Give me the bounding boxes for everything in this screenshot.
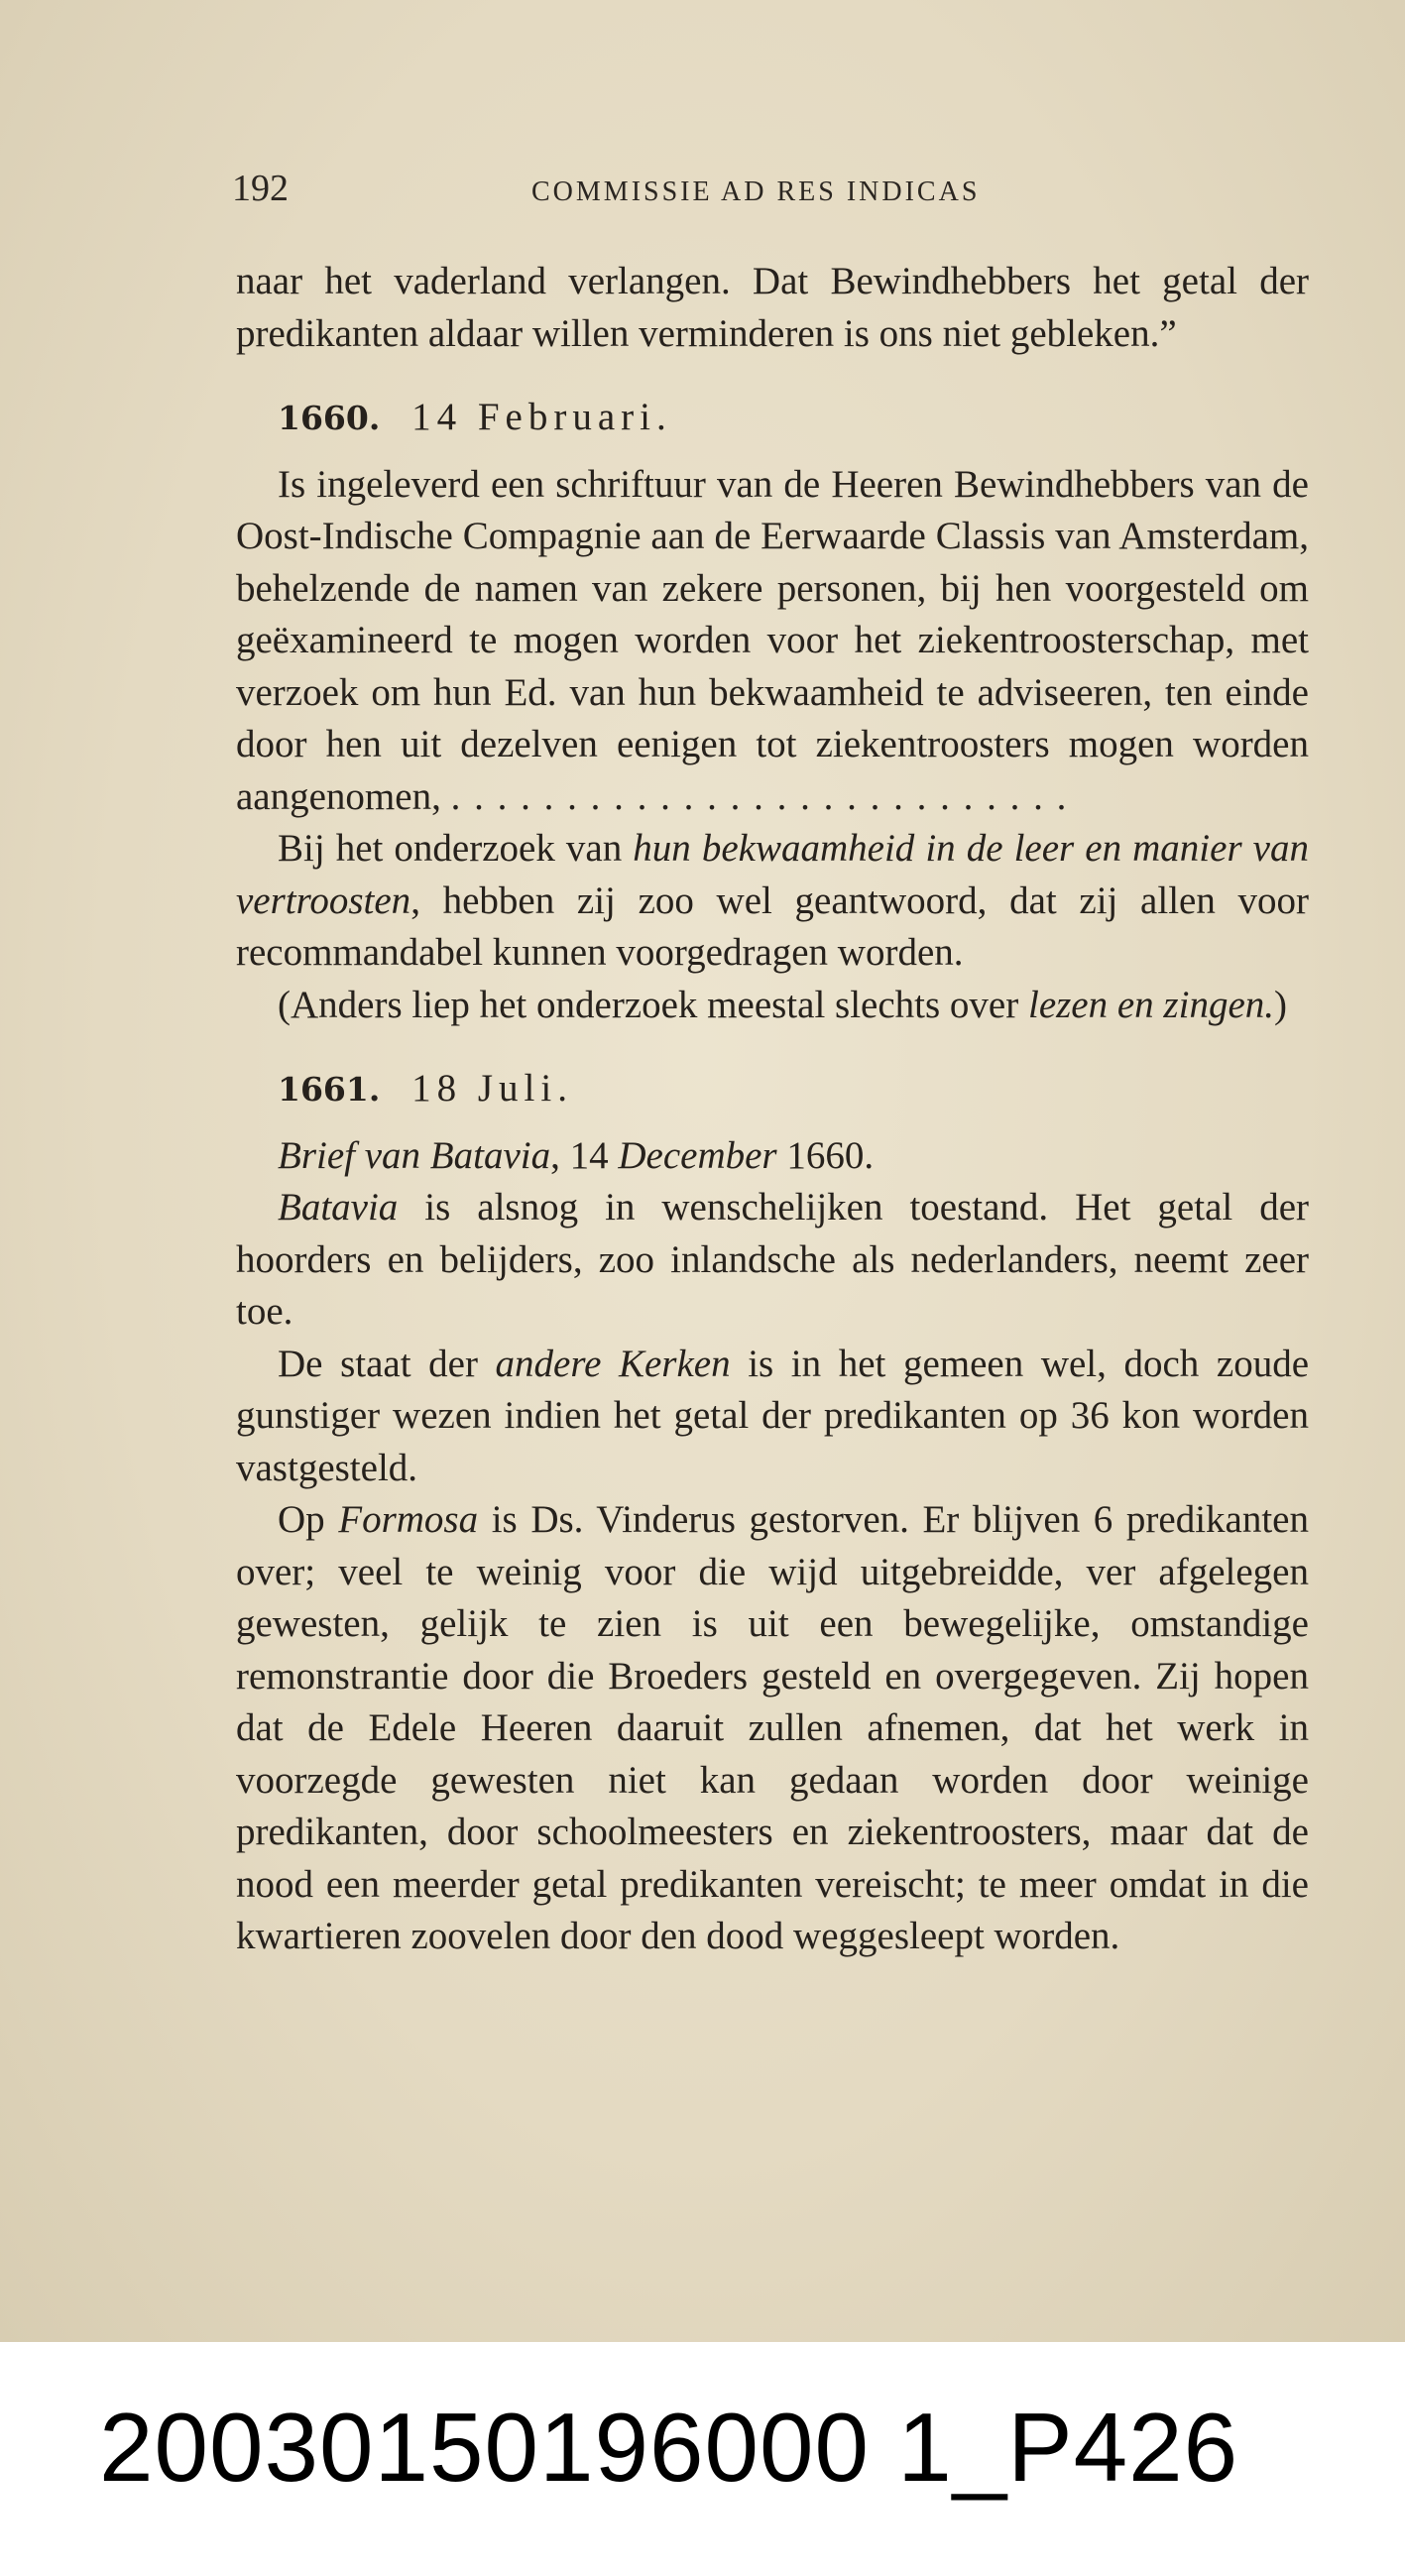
paragraph-text: De staat der (278, 1342, 496, 1385)
entry-heading-1661 (236, 1063, 1309, 1116)
paragraph-1661-1 (236, 1182, 1309, 1339)
entry-heading-1660 (236, 392, 1309, 445)
body-text (236, 256, 1309, 1963)
italic-phrase: December (618, 1133, 777, 1177)
entry-date: 18 Juli. (411, 1067, 573, 1110)
intro-paragraph: naar het vaderland verlangen. Dat Bewindhebbers het getal der predikanten aldaar willen verminderen is ons niet gebleken.” (236, 260, 1309, 355)
italic-phrase: andere Kerken (495, 1342, 731, 1385)
running-head (224, 159, 1325, 218)
paragraph-1660-3 (236, 980, 1309, 1032)
paragraph-text: Op (278, 1498, 339, 1541)
paragraph-text: is Ds. Vinderus gestorven. Er blijven 6 predikanten over; veel te weinig voor die wijd uitgebreidde, ver afgelegen gewesten, gelijk te zien is uit een bewegelijke, omstandige remonstrantie door die Broeders gesteld en overgegeven. Zij hopen dat de Edele Heeren daaruit zullen afnemen, dat het werk in voorzegde gewesten niet kan gedaan worden door weinige predikanten, door schoolmeesters en ziekentroosters, maar dat de nood een meerder getal predikanten vereischt; te meer omdat in die kwartieren zoovelen door den dood weggesleept worden. (236, 1498, 1309, 1957)
italic-phrase: Formosa (338, 1498, 479, 1541)
italic-phrase: lezen en zingen. (1027, 983, 1274, 1026)
paragraph-text: is in het gemeen wel, doch zoude gunstiger wezen indien het getal der predikanten op 36 kon worden vastgesteld. (236, 1342, 1310, 1489)
paragraph-1661-3 (236, 1494, 1309, 1963)
entry-date: 14 Februari. (411, 396, 672, 438)
page-number: 192 (232, 168, 289, 209)
entry-year: 1661. (278, 1070, 381, 1109)
running-title: COMMISSIE AD RES INDICAS (531, 176, 981, 207)
paragraph-1660-2 (236, 823, 1309, 980)
paragraph-text: (Anders liep het onderzoek meestal slechts over (278, 983, 1028, 1026)
paragraph-text: ) (1274, 983, 1287, 1026)
paragraph-text: Bij het onderzoek van (278, 827, 634, 870)
paragraph-text: Is ingeleverd een schriftuur van de Heeren Bewindhebbers van de Oost-Indische Compagnie aan de Eerwaarde Classis van Amsterdam, behelzende de namen van zekere personen, bij hen voorgesteld om geëxamineerd te mogen worden voor het ziekentroosterschap, met verzoek om hun Ed. van hun bekwaamheid te adviseeren, ten einde door hen uit dezelven eenigen tot ziekentroosters mogen worden aangenomen, (236, 462, 1309, 818)
ellipsis-leader: . . . . . . . . . . . . . . . . . . . . . . . . . . . (450, 774, 1069, 818)
paragraph-text: is alsnog in wenschelijken toestand. Het getal der hoorders en belijders, zoo inlandsche als nederlanders, neemt zeer toe. (236, 1186, 1309, 1333)
entry-year: 1660. (278, 399, 381, 437)
paragraph-text: , 14 (550, 1133, 619, 1177)
paragraph-1660-1 (236, 459, 1309, 824)
paragraph-text: 1660. (776, 1133, 875, 1177)
scan-identifier-label: 20030150196000 1_P426 (99, 2393, 1239, 2502)
paragraph-1661-2 (236, 1339, 1309, 1495)
letter-reference (236, 1130, 1309, 1183)
italic-phrase: Brief van Batavia (278, 1133, 551, 1177)
paragraph-text: , hebben zij zoo wel geantwoord, dat zij allen voor recommandabel kunnen voorgedragen worden. (236, 878, 1309, 974)
italic-phrase: Batavia (278, 1186, 399, 1229)
italic-phrase: hun bekwaamheid in de leer en manier van vertroosten (236, 827, 1309, 922)
